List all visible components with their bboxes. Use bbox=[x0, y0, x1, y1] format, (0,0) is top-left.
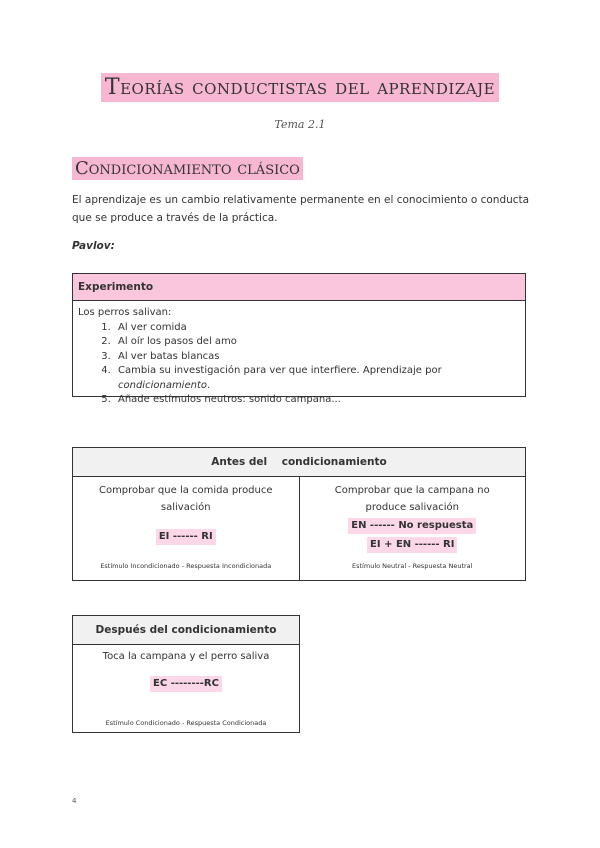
list-item-text: Cambia su investigación para ver que interfiere. Aprendizaje por bbox=[118, 365, 442, 376]
list-item: 5. Añade estímulos neutros: sonido campana... bbox=[114, 393, 520, 408]
page-title-text: Teorías conductistas del aprendizaje bbox=[101, 73, 499, 102]
before-left-formula: EI ------ RI bbox=[156, 529, 216, 545]
experiment-body bbox=[73, 301, 525, 413]
section-heading-text: Condicionamiento clásico bbox=[72, 157, 303, 180]
page-title bbox=[0, 73, 600, 102]
page-subtitle: Tema 2.1 bbox=[274, 118, 326, 131]
list-item-emphasis: condicionamiento bbox=[118, 379, 207, 391]
before-right-cell bbox=[299, 477, 526, 581]
after-conditioning-table bbox=[72, 615, 300, 733]
before-conditioning-table bbox=[72, 447, 526, 581]
after-formula: EC --------RC bbox=[150, 676, 222, 692]
after-foot: Estímulo Condicionado - Respuesta Condicionada bbox=[105, 719, 267, 727]
before-right-formula-1: EN ------ No respuesta bbox=[348, 518, 476, 534]
page-number: 4 bbox=[72, 797, 77, 805]
before-right-formula-2: EI + EN ------ RI bbox=[367, 537, 457, 553]
before-left-text: Comprobar que la comida produce salivación bbox=[98, 485, 273, 513]
intro-paragraph: El aprendizaje es un cambio relativamente permanente en el conocimiento o conducta que se produce a través de la práctica. bbox=[72, 194, 530, 224]
before-right-text: Comprobar que la campana no produce salivación bbox=[334, 485, 490, 513]
before-header: Antes del condicionamiento bbox=[73, 448, 525, 477]
after-header: Después del condicionamiento bbox=[73, 616, 299, 645]
pavlov-label: Pavlov: bbox=[72, 240, 115, 252]
list-item-end: . bbox=[207, 379, 211, 391]
list-item: 1. Al ver comida bbox=[114, 321, 520, 336]
experiment-lead: Los perros salivan: bbox=[78, 307, 172, 318]
experiment-header: Experimento bbox=[73, 274, 525, 301]
experiment-list bbox=[78, 321, 520, 408]
after-text: Toca la campana y el perro saliva bbox=[102, 651, 270, 662]
list-item: 2. Al oír los pasos del amo bbox=[114, 335, 520, 350]
list-item: 3. Al ver batas blancas bbox=[114, 350, 520, 365]
before-left-cell bbox=[73, 477, 299, 581]
before-right-foot: Estímulo Neutral - Respuesta Neutral bbox=[352, 562, 473, 570]
before-left-foot: Estímulo Incondicionado - Respuesta Incondicionada bbox=[100, 562, 272, 570]
experiment-box bbox=[72, 273, 526, 405]
list-item bbox=[114, 364, 520, 393]
section-heading bbox=[72, 157, 303, 180]
after-body bbox=[73, 645, 299, 733]
